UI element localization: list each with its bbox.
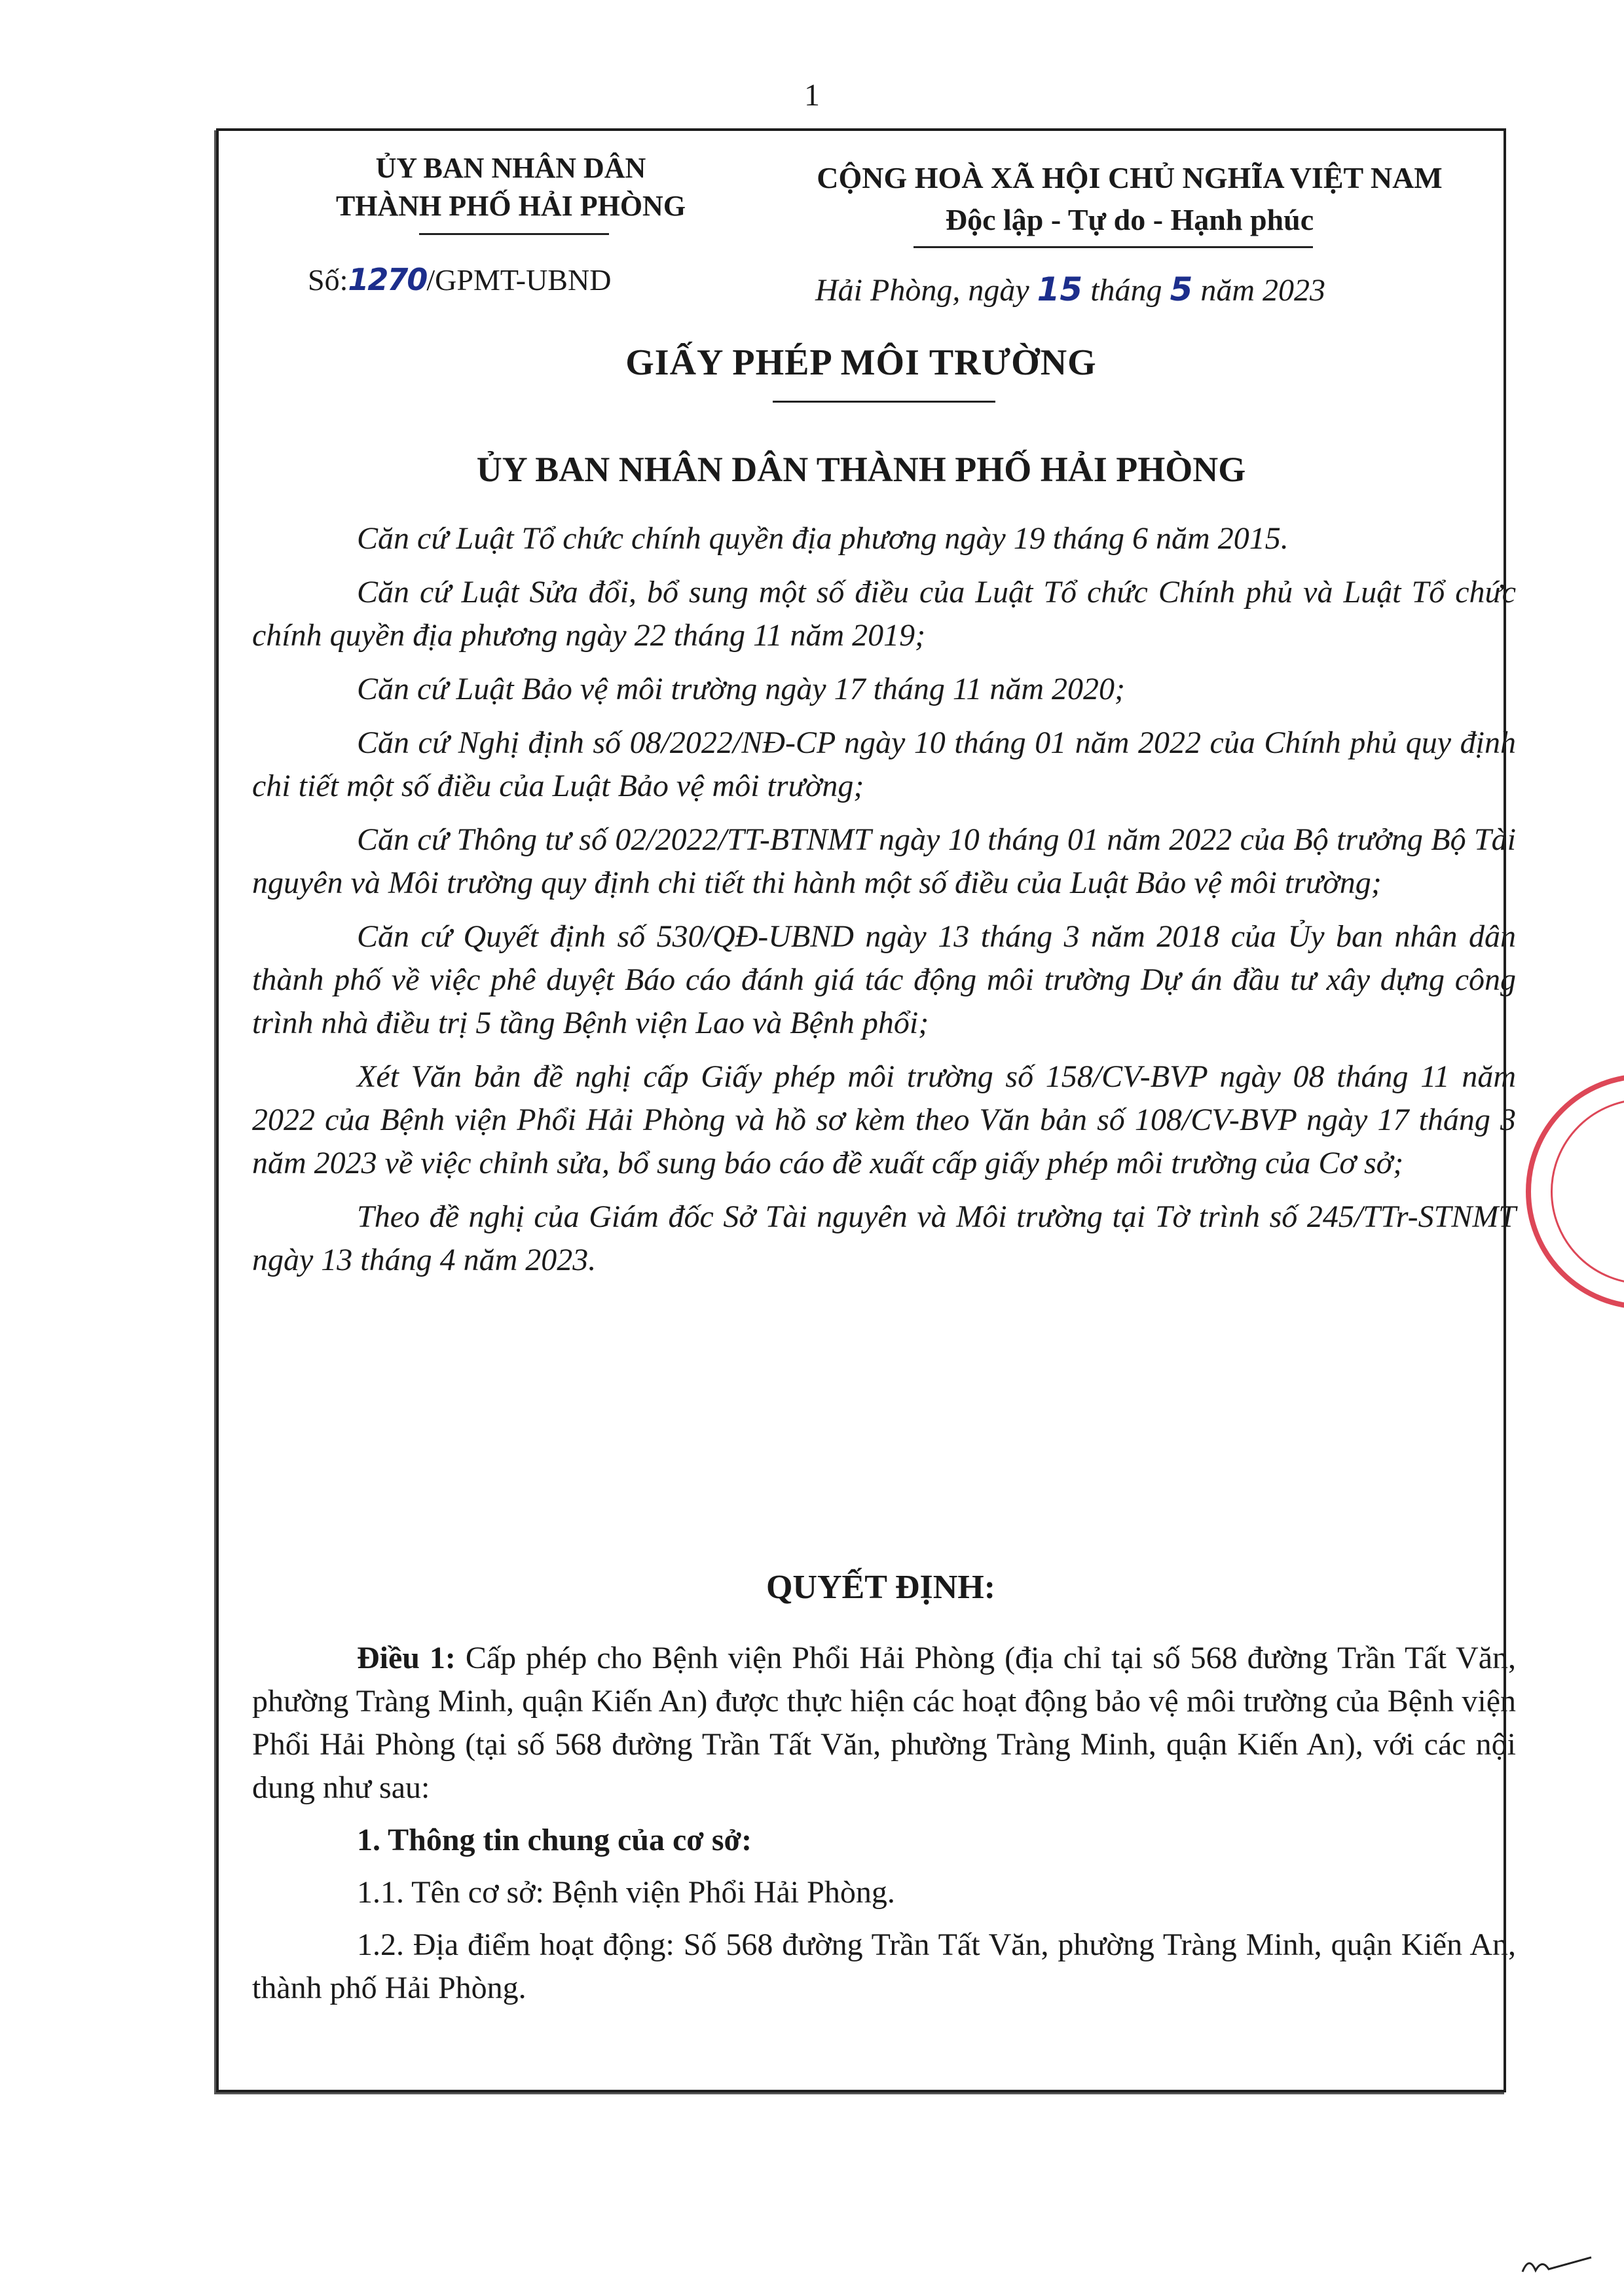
nation-line-1: CỘNG HOÀ XÃ HỘI CHỦ NGHĨA VIỆT NAM (817, 161, 1443, 194)
page-number: 1 (804, 78, 820, 113)
title-underline (773, 401, 995, 403)
legal-basis-item: Căn cứ Quyết định số 530/QĐ-UBND ngày 13 tháng 3 năm 2018 của Ủy ban nhân dân thành phố về việc phê duyệt Báo cáo đánh giá tác động môi trường Dự án đầu tư xây dựng công trình nhà điều trị 5 tầng Bệnh viện Lao và Bệnh phổi; (252, 919, 1516, 1040)
article-1-text (252, 1637, 1516, 1810)
article-1 (252, 1637, 1516, 2019)
motto-underline (913, 246, 1313, 248)
handwritten-initial (1519, 2252, 1598, 2278)
date-year: năm 2023 (1192, 273, 1326, 308)
national-header (753, 157, 1506, 241)
date-month-label: tháng (1082, 273, 1170, 308)
document-title: GIẤY PHÉP MÔI TRƯỜNG (625, 342, 1097, 383)
red-seal-stamp (1526, 1074, 1624, 1309)
legal-basis-item: Theo đề nghị của Giám đốc Sở Tài nguyên và Môi trường tại Tờ trình số 245/TTr-STNMT ngày 13 tháng 4 năm 2023. (252, 1199, 1516, 1277)
legal-basis-item: Căn cứ Luật Bảo vệ môi trường ngày 17 tháng 11 năm 2020; (357, 672, 1125, 706)
date-month-handwritten: 5 (1170, 270, 1193, 308)
legal-basis-item: Căn cứ Thông tư số 02/2022/TT-BTNMT ngày 10 tháng 01 năm 2022 của Bộ trưởng Bộ Tài nguyên và Môi trường quy định chi tiết thi hành một số điều của Luật Bảo vệ môi trường; (252, 822, 1516, 900)
article-1-label: Điều 1: (357, 1641, 456, 1675)
issuing-authority: ỦY BAN NHÂN DÂN THÀNH PHỐ HẢI PHÒNG (476, 450, 1246, 489)
item-1-2: 1.2. Địa điểm hoạt động: Số 568 đường Trần Tất Văn, phường Tràng Minh, quận Kiến An, thành phố Hải Phòng. (252, 1927, 1516, 2005)
legal-basis-item: Xét Văn bản đề nghị cấp Giấy phép môi trường số 158/CV-BVP ngày 08 tháng 11 năm 2022 của Bệnh viện Phổi Hải Phòng và hồ sơ kèm theo Văn bản số 108/CV-BVP ngày 17 tháng 3 năm 2023 về việc chỉnh sửa, bổ sung báo cáo đề xuất cấp giấy phép môi trường của Cơ sở; (252, 1059, 1516, 1180)
article-1-body: Cấp phép cho Bệnh viện Phổi Hải Phòng (địa chỉ tại số 568 đường Trần Tất Văn, phường Tràng Minh, quận Kiến An) được thực hiện các hoạt động bảo vệ môi trường của Bệnh viện Phổi Hải Phòng (tại số 568 đường Trần Tất Văn, phường Tràng Minh, quận Kiến An), với các nội dung như sau: (252, 1641, 1516, 1805)
legal-basis-item: Căn cứ Luật Tổ chức chính quyền địa phương ngày 19 tháng 6 năm 2015. (357, 521, 1289, 556)
legal-basis-item: Căn cứ Nghị định số 08/2022/NĐ-CP ngày 10 tháng 01 năm 2022 của Chính phủ quy định chi tiết một số điều của Luật Bảo vệ môi trường; (252, 725, 1516, 803)
date-prefix: Hải Phòng, ngày (815, 273, 1037, 308)
agency-underline (419, 233, 609, 235)
legal-basis-item: Căn cứ Luật Sửa đổi, bổ sung một số điều của Luật Tổ chức Chính phủ và Luật Tổ chức chính quyền địa phương ngày 22 tháng 11 năm 2019; (252, 575, 1516, 653)
section-heading: 1. Thông tin chung của cơ sở: (357, 1823, 752, 1857)
agency-line-1: ỦY BAN NHÂN DÂN (375, 152, 646, 184)
agency-line-2: THÀNH PHỐ HẢI PHÒNG (335, 190, 686, 222)
doc-number-prefix: Số: (308, 263, 348, 297)
agency-header (288, 149, 733, 225)
item-1-1: 1.1. Tên cơ sở: Bệnh viện Phổi Hải Phòng. (357, 1875, 895, 1910)
doc-number-handwritten: 1270 (348, 262, 427, 297)
seal-inner-ring (1551, 1099, 1624, 1285)
decision-heading: QUYẾT ĐỊNH: (766, 1569, 996, 1606)
place-and-date (815, 270, 1325, 308)
doc-number-suffix: /GPMT-UBND (426, 263, 612, 297)
legal-bases (252, 517, 1516, 1292)
document-number (308, 262, 611, 297)
nation-line-2: Độc lập - Tự do - Hạnh phúc (945, 203, 1314, 236)
date-day-handwritten: 15 (1037, 270, 1083, 308)
